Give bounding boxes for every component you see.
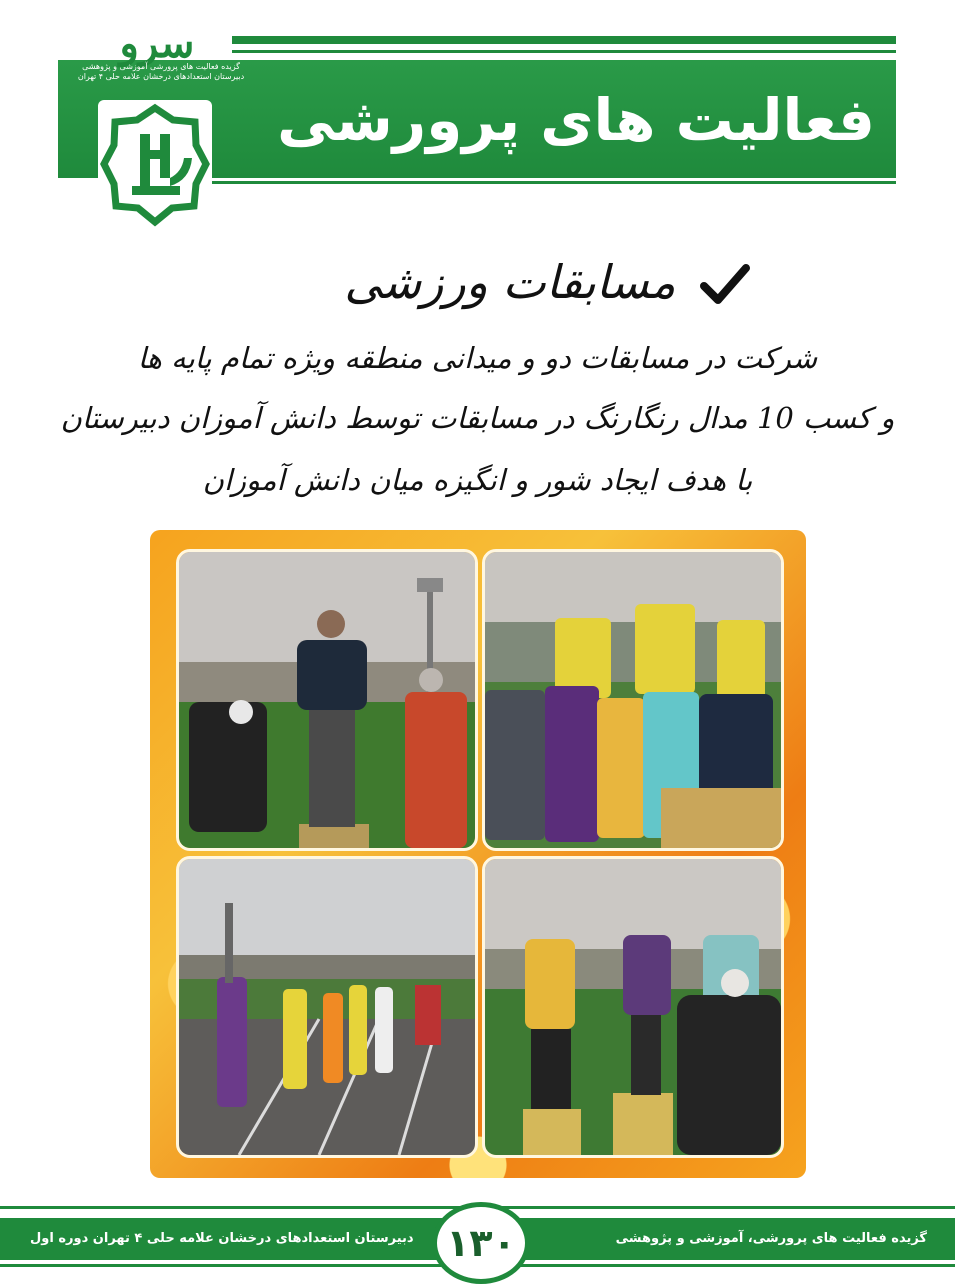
header-top-bar	[232, 36, 896, 44]
medal-ceremony-photo	[176, 549, 478, 851]
description-line-1: شرکت در مسابقات دو و میدانی منطقه ویژه تمام پایه ها	[137, 341, 818, 375]
group-podium-photo	[482, 549, 784, 851]
footer-publication-title: گزیده فعالیت های پرورشی، آموزشی و پژوهشی	[615, 1231, 927, 1246]
header-top-thin-bar	[232, 50, 896, 53]
section-heading: مسابقات ورزشی	[344, 255, 676, 309]
podium-winners-photo	[482, 856, 784, 1158]
description-line-2: و کسب 10 مدال رنگارنگ در مسابقات توسط دانش آموزان دبیرستان	[60, 401, 895, 435]
page-number: ۱۳۰	[432, 1202, 530, 1284]
race-start-photo	[176, 856, 478, 1158]
logo-subtitle: گزیده فعالیت های پرورشی آموزشی و پژوهشی دبیرستان استعدادهای درخشان علامه حلی ۴ تهران	[77, 62, 245, 81]
footer-school-name: دبیرستان استعدادهای درخشان علامه حلی ۴ تهران دوره اول	[30, 1231, 414, 1246]
header-title: فعالیت های پرورشی	[277, 86, 875, 154]
description-line-3: با هدف ایجاد شور و انگیزه میان دانش آموزان	[202, 463, 753, 497]
header-bottom-line	[210, 181, 896, 184]
logo-wordmark: سرو	[119, 20, 195, 67]
school-emblem-icon	[98, 100, 212, 230]
